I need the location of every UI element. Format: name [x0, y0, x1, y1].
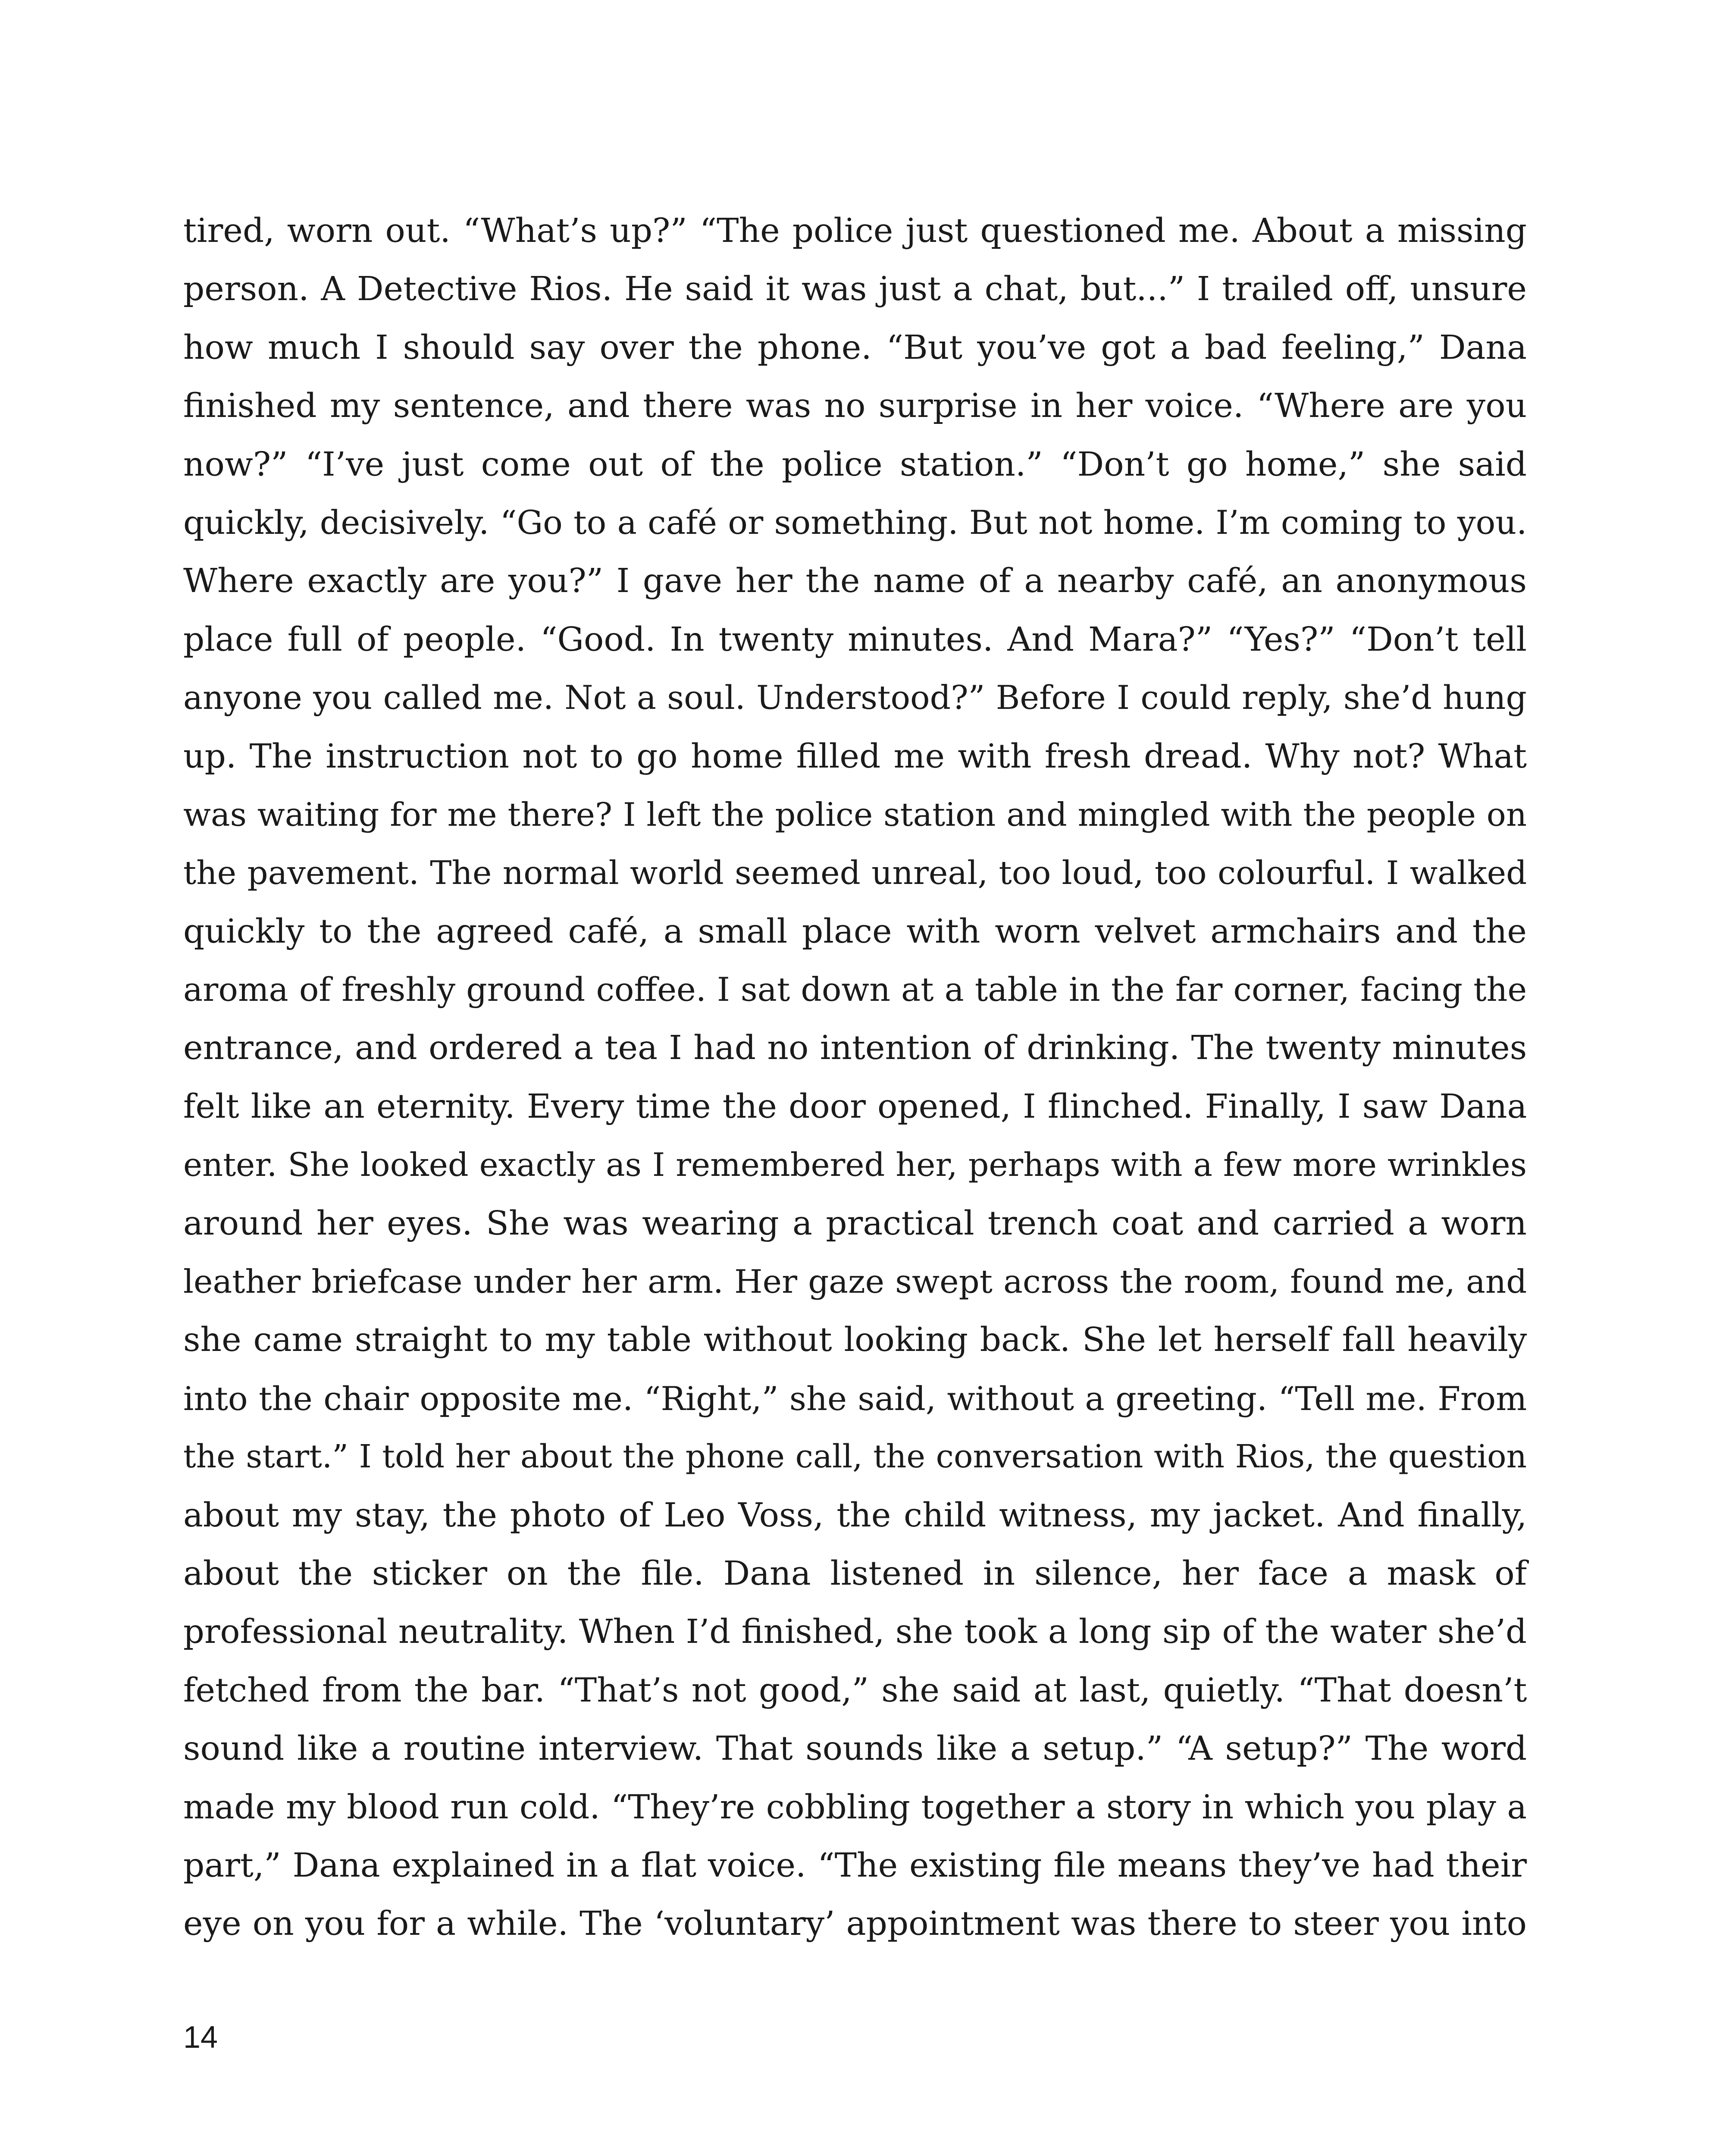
- text-line: into the chair opposite me. “Right,” she said, without a greeting. “Tell me. From: [183, 1379, 1527, 1418]
- text-line: tired, worn out. “What’s up?” “The police just questioned me. About a missing: [183, 212, 1527, 250]
- text-line: made my blood run cold. “They’re cobbling together a story in which you play a: [183, 1788, 1527, 1827]
- text-line: was waiting for me there? I left the police station and mingled with the people on: [183, 796, 1527, 834]
- text-line: place full of people. “Good. In twenty minutes. And Mara?” “Yes?” “Don’t tell: [183, 620, 1527, 659]
- text-line: quickly, decisively. “Go to a café or something. But not home. I’m coming to you.: [183, 503, 1527, 542]
- text-line: aroma of freshly ground coffee. I sat down at a table in the far corner, facing the: [183, 971, 1527, 1009]
- text-line: eye on you for a while. The ‘voluntary’ appointment was there to steer you into: [183, 1905, 1527, 1943]
- text-line: the pavement. The normal world seemed unreal, too loud, too colourful. I walked: [183, 854, 1527, 892]
- text-line: the start.” I told her about the phone call, the conversation with Rios, the question: [183, 1438, 1527, 1476]
- text-line: how much I should say over the phone. “But you’ve got a bad feeling,” Dana: [183, 328, 1527, 367]
- text-line: quickly to the agreed café, a small place with worn velvet armchairs and the: [183, 912, 1527, 951]
- text-line: she came straight to my table without looking back. She let herself fall heavily: [183, 1321, 1527, 1360]
- text-line: part,” Dana explained in a flat voice. “The existing file means they’ve had their: [183, 1846, 1527, 1885]
- text-line: enter. She looked exactly as I remembered her, perhaps with a few more wrinkles: [183, 1146, 1527, 1184]
- text-line: finished my sentence, and there was no surprise in her voice. “Where are you: [183, 387, 1527, 426]
- text-line: person. A Detective Rios. He said it was just a chat, but...” I trailed off, unsure: [183, 270, 1527, 309]
- text-line: Where exactly are you?” I gave her the name of a nearby café, an anonymous: [183, 562, 1527, 601]
- text-line: anyone you called me. Not a soul. Understood?” Before I could reply, she’d hung: [183, 679, 1527, 717]
- text-line: entrance, and ordered a tea I had no intention of drinking. The twenty minutes: [183, 1029, 1527, 1068]
- text-line: up. The instruction not to go home filled me with fresh dread. Why not? What: [183, 737, 1527, 776]
- body-text: [183, 202, 1527, 1953]
- text-line: sound like a routine interview. That sounds like a setup.” “A setup?” The word: [183, 1730, 1527, 1768]
- text-line: now?” “I’ve just come out of the police station.” “Don’t go home,” she said: [183, 445, 1527, 484]
- text-line: felt like an eternity. Every time the door opened, I flinched. Finally, I saw Dana: [183, 1087, 1527, 1126]
- text-line: professional neutrality. When I’d finished, she took a long sip of the water she’d: [183, 1613, 1527, 1651]
- text-line: around her eyes. She was wearing a practical trench coat and carried a worn: [183, 1204, 1527, 1243]
- text-line: about the sticker on the file. Dana listened in silence, her face a mask of: [183, 1554, 1527, 1593]
- page-number: 14: [183, 2020, 218, 2055]
- text-line: about my stay, the photo of Leo Voss, the child witness, my jacket. And finally,: [183, 1496, 1527, 1535]
- text-line: leather briefcase under her arm. Her gaze swept across the room, found me, and: [183, 1263, 1527, 1301]
- text-line: fetched from the bar. “That’s not good,” she said at last, quietly. “That doesn’t: [183, 1671, 1527, 1710]
